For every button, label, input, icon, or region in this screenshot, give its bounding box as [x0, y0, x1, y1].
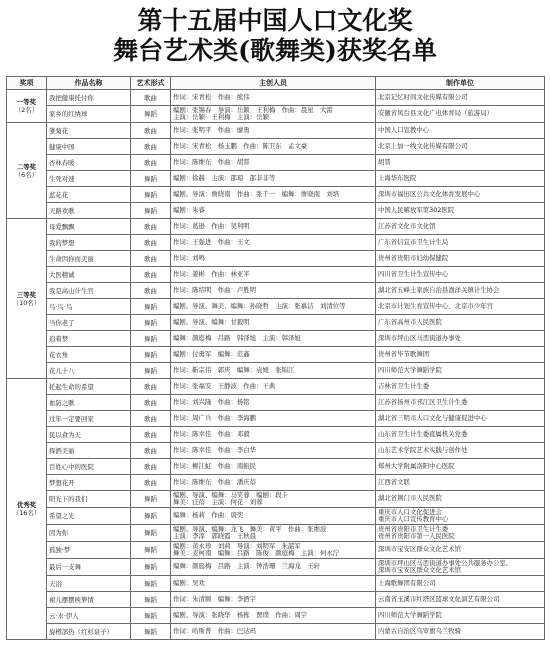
creators-cell	[171, 592, 376, 608]
producer-unit-line: 贵州省贵阳市卫生计生委	[378, 524, 449, 533]
producer-unit-cell	[376, 347, 545, 363]
art-form-cell: 舞蹈	[131, 106, 171, 123]
producer-unit-cell	[376, 251, 545, 267]
work-title-cell: 阳光下的我们	[47, 491, 131, 508]
creators-line: 编剧、导演：张晓华 杨栋 贾璞 作曲：周宇	[173, 610, 308, 619]
creators-cell	[171, 267, 376, 283]
title-line-1: 第十五届中国人口文化奖	[137, 6, 413, 35]
producer-unit-line: 吉林省卫生计生委	[378, 381, 430, 390]
art-form-cell: 歌曲	[131, 427, 171, 443]
producer-unit-cell	[376, 283, 545, 299]
award-group-cell	[7, 219, 47, 379]
table-row	[7, 363, 545, 379]
creators-cell	[171, 427, 376, 443]
producer-unit-line: 中国人口宣教中心	[378, 125, 430, 134]
art-form-cell: 歌曲	[131, 235, 171, 251]
table-row	[7, 251, 545, 267]
creators-cell	[171, 106, 376, 123]
creators-line: 作词：姜彬 作曲：林亚平	[173, 269, 250, 278]
producer-unit-cell	[376, 491, 545, 508]
work-title-cell: 云·水·伊人	[47, 608, 131, 624]
creators-cell	[171, 475, 376, 491]
work-title-cell: 血防之歌	[47, 395, 131, 411]
award-group-name: 三等奖	[16, 290, 37, 299]
producer-unit-cell	[376, 267, 545, 283]
art-form-cell: 舞蹈	[131, 592, 171, 608]
creators-line: 作词：陈幸佳 作曲：邓毅	[173, 429, 250, 438]
art-form-cell: 舞蹈	[131, 331, 171, 347]
creators-line: 作词：周广兵 作曲：李海鹏	[173, 413, 257, 422]
producer-unit-line: 湖北省三明市人口文化与健康促进中心	[378, 413, 487, 422]
table-row	[7, 576, 545, 592]
creators-cell	[171, 525, 376, 542]
producer-unit-cell	[376, 299, 545, 315]
table-row	[7, 187, 545, 203]
art-form-cell: 歌曲	[131, 395, 171, 411]
creators-cell	[171, 379, 376, 395]
producer-unit-cell	[376, 123, 545, 139]
creators-line: 编舞：颜庭梅 吕路 主演：钟浩珊 兰海龙 王轩	[173, 562, 320, 571]
producer-unit-line: 山东艺术学院艺术实践与创作处	[378, 445, 468, 454]
art-form-cell: 舞蹈	[131, 299, 171, 315]
creators-line: 作词：王强进 作曲：王文	[173, 237, 250, 246]
producer-unit-line: 云南省玉溪市红塔区篮球文化演艺有限公司	[378, 594, 500, 603]
creators-cell	[171, 443, 376, 459]
award-group-cell	[7, 90, 47, 123]
producer-unit-line: 深圳市福田区公共文化体育发展中心	[378, 189, 481, 198]
creators-line: 作词：柳江虹 作曲：南振民	[173, 461, 257, 470]
creators-line: 作词：哈斯普 作曲：巴达玛	[173, 626, 257, 635]
art-form-cell: 舞蹈	[131, 559, 171, 576]
creators-cell	[171, 139, 376, 155]
art-form-cell: 歌曲	[131, 443, 171, 459]
producer-unit-cell	[376, 608, 545, 624]
table-row	[7, 411, 545, 427]
work-title-cell: 我是高山计生官	[47, 283, 131, 299]
creators-cell	[171, 559, 376, 576]
art-form-cell: 歌曲	[131, 219, 171, 235]
creators-line: 编剧、导演、编舞：马笑蓉 编剧：段卡	[173, 490, 289, 499]
table-row	[7, 559, 545, 576]
producer-unit-line: 四川省卫生计生宣传中心	[378, 269, 449, 278]
creators-cell	[171, 90, 376, 106]
producer-unit-cell	[376, 315, 545, 331]
producer-unit-line: 贵州省贵阳市第一人民医院	[378, 532, 455, 540]
creators-line: 作词：陈维东 作曲：潘庆蓓	[173, 477, 257, 486]
creators-cell	[171, 123, 376, 139]
work-title-cell: 生命因你而美丽	[47, 251, 131, 267]
table-row	[7, 90, 545, 106]
creators-cell	[171, 155, 376, 171]
table-row	[7, 106, 545, 123]
award-group-count: （2名）	[14, 106, 39, 114]
creators-cell	[171, 235, 376, 251]
producer-unit-line: 内蒙古自治区乌审旗乌兰牧骑	[378, 626, 462, 635]
creators-line: 作词：葛逊 作曲：吴利明	[173, 221, 250, 230]
work-title-cell: 托起生命的希望	[47, 379, 131, 395]
producer-unit-line: 深圳市宝安区群众文化艺术馆	[378, 545, 462, 554]
table-row	[7, 491, 545, 508]
producer-unit-cell	[376, 559, 545, 576]
work-title-cell: 梦想花开	[47, 475, 131, 491]
producer-unit-cell	[376, 411, 545, 427]
art-form-cell: 舞蹈	[131, 171, 171, 187]
creators-line: 主演：岳颖 王利梅 主演：岳颖	[173, 113, 269, 121]
table-row	[7, 395, 545, 411]
producer-unit-line: 江西省文联	[378, 477, 410, 486]
producer-unit-cell	[376, 443, 545, 459]
producer-unit-line: 深圳市坪山区马峦街道办事处	[378, 333, 462, 342]
creators-line: 主演：李淳 郭晓霞 王秋晨	[173, 532, 257, 540]
producer-unit-line: 湖北省五峰土家族自治县渔洋关镇计生协会	[378, 285, 500, 294]
table-row	[7, 283, 545, 299]
producer-unit-line: 深圳市坪山区马峦街道办事处公共服务办公室、	[378, 558, 513, 567]
producer-unit-line: 北京记忆时间文化传媒有限公司	[378, 92, 468, 101]
work-title-cell: 健康中国	[47, 139, 131, 155]
producer-unit-cell	[376, 139, 545, 155]
creators-cell	[171, 459, 376, 475]
header-award: 奖项	[7, 77, 47, 90]
producer-unit-cell	[376, 155, 545, 171]
award-group-name: 二等奖	[16, 162, 37, 171]
creators-cell	[171, 395, 376, 411]
art-form-cell: 歌曲	[131, 459, 171, 475]
producer-unit-cell	[376, 235, 545, 251]
art-form-cell: 舞蹈	[131, 576, 171, 592]
table-row	[7, 459, 545, 475]
work-title-cell: 追着梦	[47, 331, 131, 347]
creators-line: 作词：陈绍明 作曲：卢胜明	[173, 285, 257, 294]
work-title-cell: 大医精诚	[47, 267, 131, 283]
creators-line: 作词：陈幸佳 作曲：李白华	[173, 445, 257, 454]
producer-unit-cell	[376, 106, 545, 123]
producer-unit-cell	[376, 624, 545, 640]
art-form-cell: 歌曲	[131, 251, 171, 267]
creators-line: 舞美：麦柯南 编舞：吕路 陈俊 颜庭梅 主演：何永泞	[173, 549, 340, 557]
producer-unit-line: 山东省卫生计生委直属机关党委	[378, 429, 468, 438]
producer-unit-cell	[376, 219, 545, 235]
creators-cell	[171, 576, 376, 592]
creators-cell	[171, 508, 376, 525]
creators-line: 编剧：付勇军 编舞：范鑫	[173, 349, 250, 358]
creators-cell	[171, 203, 376, 219]
art-form-cell: 舞蹈	[131, 525, 171, 542]
producer-unit-cell	[376, 90, 545, 106]
work-title-cell: 过年一定要回家	[47, 411, 131, 427]
work-title-cell: 花衣角	[47, 347, 131, 363]
creators-cell	[171, 542, 376, 559]
creators-line: 编剧：黄永珍 刘莉 导演：刘明军 朱韶军	[173, 541, 301, 550]
award-group-count: （6名）	[14, 170, 39, 179]
work-title-cell: 我的梦想	[47, 235, 131, 251]
table-row	[7, 508, 545, 525]
producer-unit-line: 四川师范大学舞蹈学院	[378, 610, 442, 619]
producer-unit-cell	[376, 363, 545, 379]
art-form-cell: 歌曲	[131, 267, 171, 283]
producer-unit-line: 重庆市人口文化促进会	[378, 507, 442, 516]
work-title-cell: 旋樽部热（红杉泉子）	[47, 624, 131, 640]
creators-cell	[171, 491, 376, 508]
creators-line: 编剧：吴欢	[173, 578, 205, 587]
work-title-cell: 孤独·梦	[47, 542, 131, 559]
art-form-cell: 舞蹈	[131, 624, 171, 640]
producer-unit-cell	[376, 203, 545, 219]
creators-line: 编舞：颜庭梅 吕路 韩泽旭 主演：韩泽旭	[173, 333, 301, 342]
header-work: 作品名称	[47, 77, 131, 90]
table-row	[7, 139, 545, 155]
creators-cell	[171, 411, 376, 427]
creators-line: 编剧、导演：詹晓南 作曲：张千一 编舞：詹晓南 刘培	[173, 189, 340, 198]
table-row	[7, 608, 545, 624]
award-group-name: 优秀奖	[16, 501, 37, 509]
work-title-cell: 因为你	[47, 525, 131, 542]
work-title-cell: 鸟·鸟·鸟	[47, 299, 131, 315]
table-row	[7, 299, 545, 315]
table-row	[7, 475, 545, 491]
work-title-cell: 家乡的红绣球	[47, 106, 131, 123]
producer-unit-line: 中国人民解放军第302医院	[378, 205, 455, 214]
title-line-2: 舞台艺术类(歌舞类)获奖名单	[113, 36, 437, 65]
awards-table	[6, 76, 545, 640]
award-group-cell	[7, 379, 47, 640]
art-form-cell: 舞蹈	[131, 363, 171, 379]
art-form-cell: 歌曲	[131, 90, 171, 106]
work-title-cell: 希望之光	[47, 508, 131, 525]
producer-unit-cell	[376, 542, 545, 559]
producer-unit-cell	[376, 525, 545, 542]
work-title-cell: 母爱飘飘	[47, 219, 131, 235]
creators-line: 编剧、导演、编舞：甘毅明	[173, 317, 250, 326]
work-title-cell: 我把健康托付你	[47, 90, 131, 106]
producer-unit-line: 江苏省扬州市邗江区卫生计生委	[378, 397, 468, 406]
table-row	[7, 267, 545, 283]
art-form-cell: 歌曲	[131, 155, 171, 171]
producer-unit-cell	[376, 459, 545, 475]
creators-cell	[171, 315, 376, 331]
work-title-cell: 花儿十八	[47, 363, 131, 379]
table-row	[7, 203, 545, 219]
work-title-cell: 百姓心中的医院	[47, 459, 131, 475]
producer-unit-cell	[376, 171, 545, 187]
producer-unit-cell	[376, 592, 545, 608]
table-row	[7, 171, 545, 187]
creators-cell	[171, 219, 376, 235]
art-form-cell: 歌曲	[131, 379, 171, 395]
creators-line: 作词：张明平 作曲：廖勇	[173, 125, 250, 134]
work-title-cell: 天路欢歌	[47, 203, 131, 219]
table-row	[7, 331, 545, 347]
art-form-cell: 舞蹈	[131, 187, 171, 203]
art-form-cell: 舞蹈	[131, 347, 171, 363]
producer-unit-line: 上海华东医院	[378, 173, 417, 182]
table-row	[7, 379, 545, 395]
award-group-count: （10名）	[12, 298, 41, 307]
art-form-cell: 舞蹈	[131, 315, 171, 331]
creators-line: 编剧、导演、舞美、编舞：孙晓哲 主演：张慕洁 刘清位等	[173, 301, 346, 310]
producer-unit-cell	[376, 379, 545, 395]
art-form-cell: 歌曲	[131, 475, 171, 491]
producer-unit-line: 北京市计划生育宣传中心、北京市少年宫	[378, 301, 494, 310]
table-row	[7, 347, 545, 363]
award-group-count: （16名）	[12, 509, 41, 517]
art-form-cell: 舞蹈	[131, 508, 171, 525]
work-title-cell: 雏菊花	[47, 123, 131, 139]
producer-unit-line: 四川师范大学舞蹈学院	[378, 365, 442, 374]
work-title-cell: 最后一支舞	[47, 559, 131, 576]
table-row	[7, 315, 545, 331]
creators-cell	[171, 171, 376, 187]
table-row	[7, 443, 545, 459]
creators-line: 作词：靳宗伟 郭庆 编舞：袁媛 张锦江	[173, 365, 295, 374]
creators-line: 编剧：朱睿	[173, 205, 205, 214]
table-row	[7, 123, 545, 139]
art-form-cell: 歌曲	[131, 411, 171, 427]
table-row	[7, 235, 545, 251]
creators-line: 作词：刘兴隆 作曲：杨铭	[173, 397, 250, 406]
creators-line: 作词：陈维东 作曲：胡晋	[173, 157, 250, 166]
creators-cell	[171, 283, 376, 299]
header-unit: 制作单位	[376, 77, 545, 90]
producer-unit-cell	[376, 427, 545, 443]
producer-unit-line: 上海歌舞团有限公司	[378, 578, 436, 587]
work-title-cell: 当你老了	[47, 315, 131, 331]
producer-unit-cell	[376, 331, 545, 347]
producer-unit-line: 湖北省荆门市人民医院	[378, 494, 442, 503]
producer-unit-line: 贵州省贵阳市妇幼保健院	[378, 253, 449, 262]
creators-line: 作词：宋青松 杨玉鹏 作曲：陈卫东 孟文豪	[173, 141, 308, 150]
producer-unit-cell	[376, 576, 545, 592]
creators-cell	[171, 608, 376, 624]
creators-line: 作词：朱清顺 编舞：李酒宇	[173, 594, 257, 603]
art-form-cell: 舞蹈	[131, 203, 171, 219]
table-header-row	[7, 77, 545, 90]
table-row	[7, 427, 545, 443]
producer-unit-cell	[376, 395, 545, 411]
creators-line: 作词：刘鸣	[173, 253, 205, 262]
creators-cell	[171, 331, 376, 347]
work-title-cell: 杏林春暖	[47, 155, 131, 171]
work-title-cell: 生死对速	[47, 171, 131, 187]
producer-unit-line: 广东省信宜市卫生计生局	[378, 237, 449, 246]
producer-unit-cell	[376, 187, 545, 203]
producer-unit-line: 胡晋	[378, 157, 391, 166]
creators-cell	[171, 347, 376, 363]
art-form-cell: 舞蹈	[131, 491, 171, 508]
table-row	[7, 525, 545, 542]
work-title-cell: 挥洒美丽	[47, 443, 131, 459]
work-title-cell: 天浴	[47, 576, 131, 592]
creators-cell	[171, 251, 376, 267]
producer-unit-line: 广东省高州市人民医院	[378, 317, 442, 326]
producer-unit-line: 江苏省文化市文化馆	[378, 221, 436, 230]
producer-unit-line: 北京上加一线文化传媒有限公司	[378, 141, 468, 150]
producer-unit-line: 重庆市人口宣传教育中心	[378, 515, 449, 523]
header-form: 艺术形式	[131, 77, 171, 90]
creators-line: 编舞：杨莉 作曲：唐奕	[173, 511, 244, 520]
producer-unit-line: 郑州大学附属洛阳中心医院	[378, 461, 455, 470]
table-row	[7, 624, 545, 640]
table-row	[7, 592, 545, 608]
creators-line: 编剧：张锡春 导演：岳颖 王利梅 作曲：晨星 大雷	[173, 105, 333, 114]
creators-line: 作词：张福安 王静波 作曲：王典	[173, 381, 276, 390]
creators-cell	[171, 299, 376, 315]
work-title-cell: 裙儿摆摆秧箩情	[47, 592, 131, 608]
creators-line: 舞美：汪蓓 主演：何花 刘蓉	[173, 498, 263, 506]
producer-unit-cell	[376, 475, 545, 491]
creators-line: 作词：宋青松 作曲：熊伟	[173, 92, 250, 101]
producer-unit-line: 安徽省风台县文化广电体育局（旅游局）	[378, 109, 494, 118]
work-title-cell: 民以食为天	[47, 427, 131, 443]
art-form-cell: 歌曲	[131, 283, 171, 299]
art-form-cell: 舞蹈	[131, 608, 171, 624]
header-people: 主创人员	[171, 77, 376, 90]
producer-unit-line: 深圳市宝安区群众文化艺术馆	[378, 566, 462, 574]
art-form-cell: 歌曲	[131, 139, 171, 155]
award-group-name: 一等奖	[16, 98, 37, 106]
creators-line: 编剧、导演、编舞：龙飞 舞美：黄平 作曲：张维波	[173, 524, 327, 533]
award-group-cell	[7, 123, 47, 219]
creators-cell	[171, 363, 376, 379]
table-row	[7, 542, 545, 559]
table-body	[7, 90, 545, 640]
creators-cell	[171, 624, 376, 640]
table-row	[7, 219, 545, 235]
art-form-cell: 舞蹈	[131, 542, 171, 559]
producer-unit-cell	[376, 508, 545, 525]
art-form-cell: 歌曲	[131, 123, 171, 139]
creators-cell	[171, 187, 376, 203]
table-row	[7, 155, 545, 171]
work-title-cell: 蓝花花	[47, 187, 131, 203]
producer-unit-line: 贵州省毕节歌舞团	[378, 349, 430, 358]
creators-line: 编剧：徐赫 主演：邵琼 邵非非等	[173, 173, 276, 182]
